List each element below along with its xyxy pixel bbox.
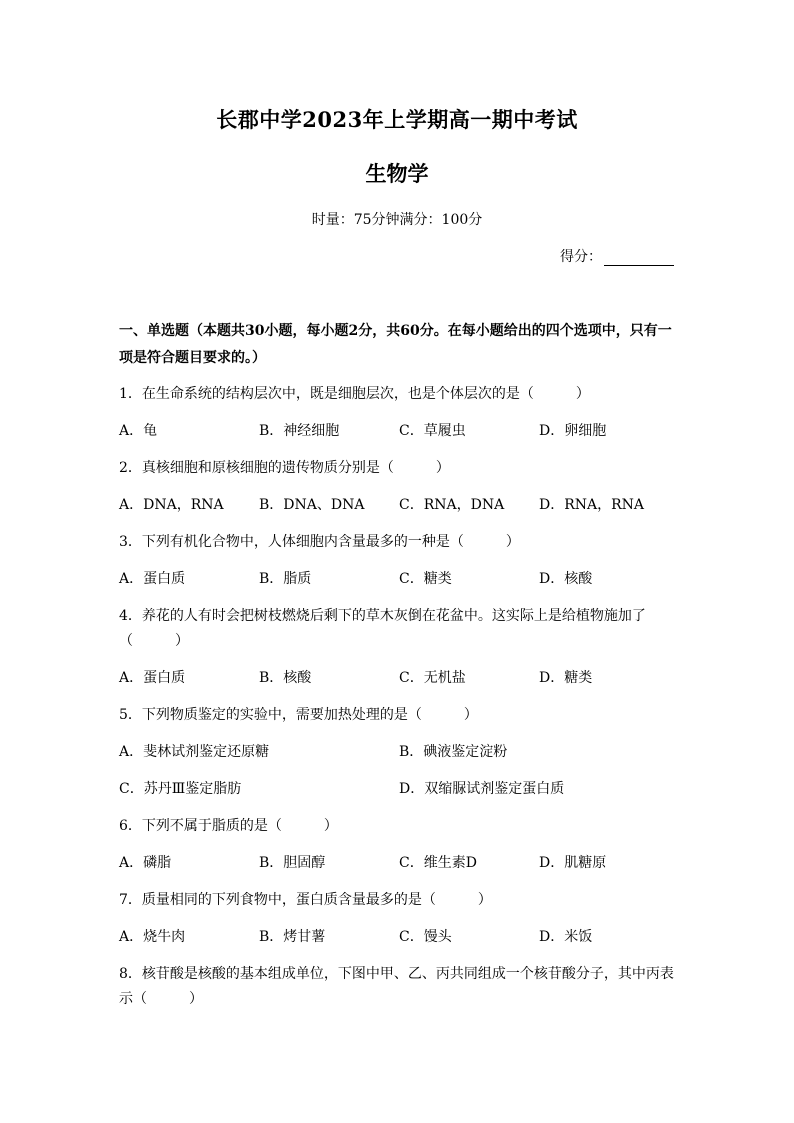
section-heading: 一、单选题（本题共30小题，每小题2分，共60分。在每小题给出的四个选项中，只有一项是符合题目要求的。） xyxy=(119,323,672,366)
question-options xyxy=(119,851,677,876)
question-text: 2．真核细胞和原核细胞的遗传物质分别是（ ） xyxy=(119,460,450,476)
option-a: A．烧牛肉 xyxy=(119,929,186,945)
option-a: A．斐林试剂鉴定还原糖 xyxy=(119,744,270,760)
option-c: C．无机盐 xyxy=(399,670,466,686)
option-c: C．RNA，DNA xyxy=(399,497,505,513)
option-d: D．卵细胞 xyxy=(539,423,607,439)
option-c: C．苏丹Ⅲ鉴定脂肪 xyxy=(119,781,242,797)
question-options xyxy=(119,493,677,518)
question-text: 6．下列不属于脂质的是（ ） xyxy=(119,818,338,834)
score-field xyxy=(560,246,674,266)
option-b: B．神经细胞 xyxy=(259,423,340,439)
score-label: 得分： xyxy=(560,249,602,265)
option-b: B．碘液鉴定淀粉 xyxy=(399,744,508,760)
question-options xyxy=(119,666,677,691)
question-text: 7．质量相同的下列食物中，蛋白质含量最多的是（ ） xyxy=(119,892,492,908)
question-text: 8．核苷酸是核酸的基本组成单位，下图中甲、乙、丙共同组成一个核苷酸分子，其中丙表示（ ） xyxy=(119,966,674,1007)
option-b: B．脂质 xyxy=(259,571,312,587)
option-d: D．RNA，RNA xyxy=(539,497,645,513)
question-options xyxy=(119,777,677,802)
option-d: D．糖类 xyxy=(539,670,593,686)
option-c: C．草履虫 xyxy=(399,423,466,439)
option-c: C．糖类 xyxy=(399,571,452,587)
option-d: D．肌糖原 xyxy=(539,855,607,871)
option-a: A．龟 xyxy=(119,423,158,439)
option-a: A．磷脂 xyxy=(119,855,172,871)
option-b: B．烤甘薯 xyxy=(259,929,326,945)
question-options xyxy=(119,567,677,592)
option-d: D．核酸 xyxy=(539,571,593,587)
exam-meta: 时量：75分钟满分：100分 xyxy=(311,212,483,228)
score-blank-line xyxy=(604,249,674,266)
option-d: D．双缩脲试剂鉴定蛋白质 xyxy=(399,781,565,797)
option-a: A．蛋白质 xyxy=(119,571,186,587)
exam-title: 长郡中学2023年上学期高一期中考试 xyxy=(216,107,578,132)
option-d: D．米饭 xyxy=(539,929,593,945)
option-b: B．核酸 xyxy=(259,670,312,686)
question-text: 4．养花的人有时会把树枝燃烧后剩下的草木灰倒在花盆中。这实际上是给植物施加了（ ） xyxy=(119,608,646,649)
option-c: C．维生素D xyxy=(399,855,477,871)
question-options xyxy=(119,740,677,765)
question-text: 3．下列有机化合物中，人体细胞内含量最多的一种是（ ） xyxy=(119,534,520,550)
option-b: B．DNA、DNA xyxy=(259,497,365,513)
option-b: B．胆固醇 xyxy=(259,855,326,871)
question-options xyxy=(119,419,677,444)
option-a: A．蛋白质 xyxy=(119,670,186,686)
option-c: C．馒头 xyxy=(399,929,452,945)
question-text: 1．在生命系统的结构层次中，既是细胞层次，也是个体层次的是（ ） xyxy=(119,386,590,402)
option-a: A．DNA，RNA xyxy=(119,497,224,513)
subject-title: 生物学 xyxy=(365,161,429,186)
question-options xyxy=(119,925,677,950)
exam-content xyxy=(119,318,677,1024)
question-text: 5．下列物质鉴定的实验中，需要加热处理的是（ ） xyxy=(119,707,478,723)
